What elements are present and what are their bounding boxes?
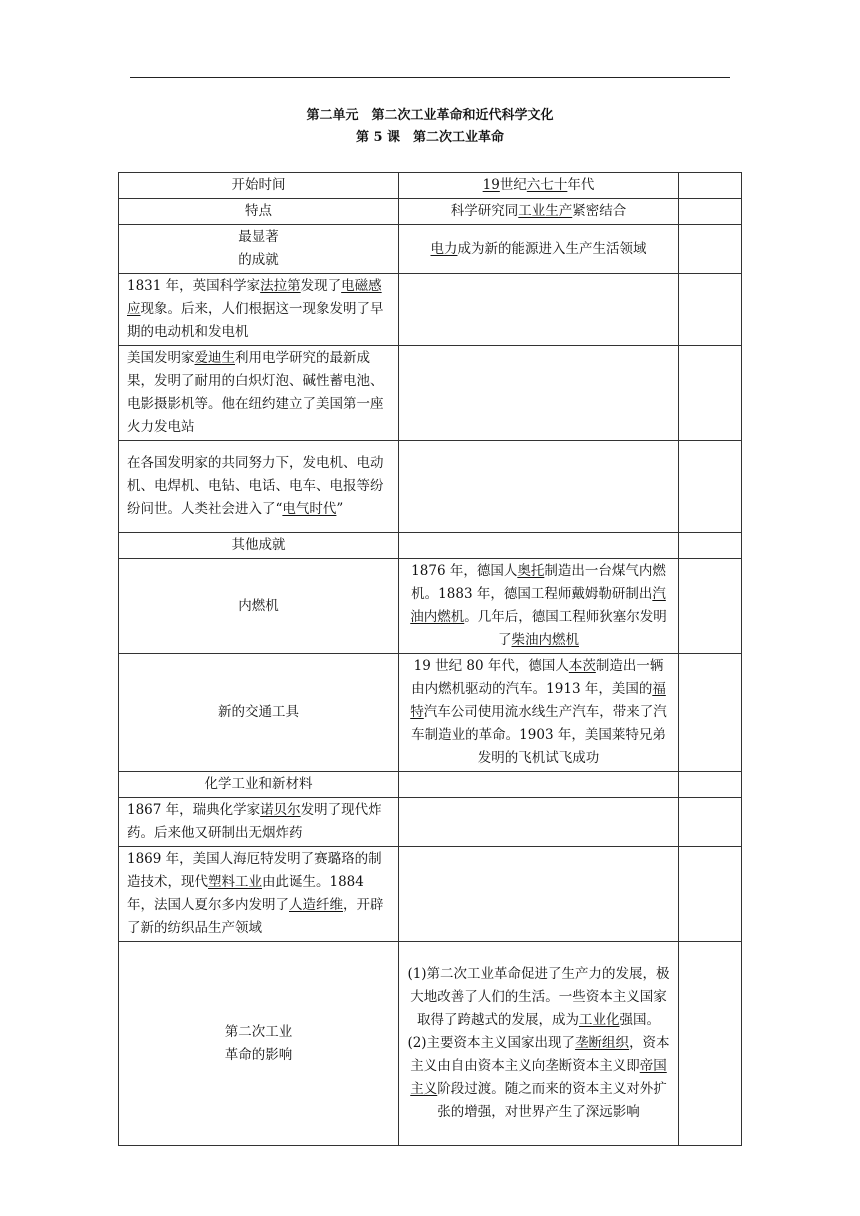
unit-title: 第二单元 第二次工业革命和近代科学文化 [306,108,554,123]
engine-label: 内燃机 [119,559,399,654]
row-start-time [119,173,742,199]
blank-cell [679,533,742,559]
summary-table [118,172,742,1146]
blank-cell [679,225,742,274]
row-nobel [119,798,742,847]
notable-label: 最显著 的成就 [119,225,399,274]
edison-text: 美国发明家爱迪生利用电学研究的最新成果，发明了耐用的白炽灯泡、碱性蓄电池、电影摄影机等。他在纽约建立了美国第一座火力发电站 [119,346,399,441]
row-impact [119,942,742,1146]
other-label: 其他成就 [119,533,399,559]
top-rule [130,77,730,78]
feature-value: 科学研究同工业生产紧密结合 [399,199,679,225]
row-electric-age [119,441,742,533]
row-notable [119,225,742,274]
row-other [119,533,742,559]
impact-point-2: (2)主要资本主义国家出现了垄断组织，资本主义由自由资本主义向垄断资本主义即帝国主义阶段过渡。随之而来的资本主义对外扩张的增强，对世界产生了深远影响 [407,1035,670,1120]
impact-text [399,942,679,1146]
blank-cell [399,346,679,441]
blank-cell [679,654,742,772]
transport-label: 新的交通工具 [119,654,399,772]
blank-cell [679,942,742,1146]
blank-cell [399,533,679,559]
blank-cell [679,441,742,533]
start-time-value: 19世纪六七十年代 [399,173,679,199]
blank-cell [679,199,742,225]
row-chem [119,772,742,798]
blank-cell [679,847,742,942]
blank-cell [399,798,679,847]
row-engine [119,559,742,654]
blank-cell [679,772,742,798]
faraday-text: 1831 年，英国科学家法拉第发现了电磁感应现象。后来，人们根据这一现象发明了早期的电动机和发电机 [119,274,399,346]
transport-text: 19 世纪 80 年代，德国人本茨制造出一辆由内燃机驱动的汽车。1913 年，美国的福特汽车公司使用流水线生产汽车，带来了汽车制造业的革命。1903 年，美国莱特兄弟发明的飞机试飞成功 [399,654,679,772]
row-feature [119,199,742,225]
nobel-text: 1867 年，瑞典化学家诺贝尔发明了现代炸药。后来他又研制出无烟炸药 [119,798,399,847]
impact-point-1: (1)第二次工业革命促进了生产力的发展，极大地改善了人们的生活。一些资本主义国家取得了跨越式的发展，成为工业化强国。 [407,966,670,1028]
blank-cell [399,274,679,346]
electric-age-text: 在各国发明家的共同努力下，发电机、电动机、电焊机、电钻、电话、电车、电报等纷纷问世。人类社会进入了“电气时代” [119,441,399,533]
engine-text: 1876 年，德国人奥托制造出一台煤气内燃机。1883 年，德国工程师戴姆勒研制出汽油内燃机。几年后，德国工程师狄塞尔发明了柴油内燃机 [399,559,679,654]
blank-cell [399,772,679,798]
blank-cell [679,346,742,441]
row-transport [119,654,742,772]
feature-label: 特点 [119,199,399,225]
blank-cell [399,441,679,533]
blank-cell [679,274,742,346]
row-faraday [119,274,742,346]
row-plastic [119,847,742,942]
impact-label: 第二次工业 革命的影响 [119,942,399,1146]
blank-cell [679,559,742,654]
row-edison [119,346,742,441]
start-time-label: 开始时间 [119,173,399,199]
plastic-text: 1869 年，美国人海厄特发明了赛璐珞的制造技术，现代塑料工业由此诞生。1884 年，法国人夏尔多内发明了人造纤维，开辟了新的纺织品生产领域 [119,847,399,942]
chem-label: 化学工业和新材料 [119,772,399,798]
blank-cell [679,173,742,199]
blank-cell [679,798,742,847]
blank-cell [399,847,679,942]
notable-value: 电力成为新的能源进入生产生活领域 [399,225,679,274]
lesson-title: 第 5 课 第二次工业革命 [355,130,505,145]
